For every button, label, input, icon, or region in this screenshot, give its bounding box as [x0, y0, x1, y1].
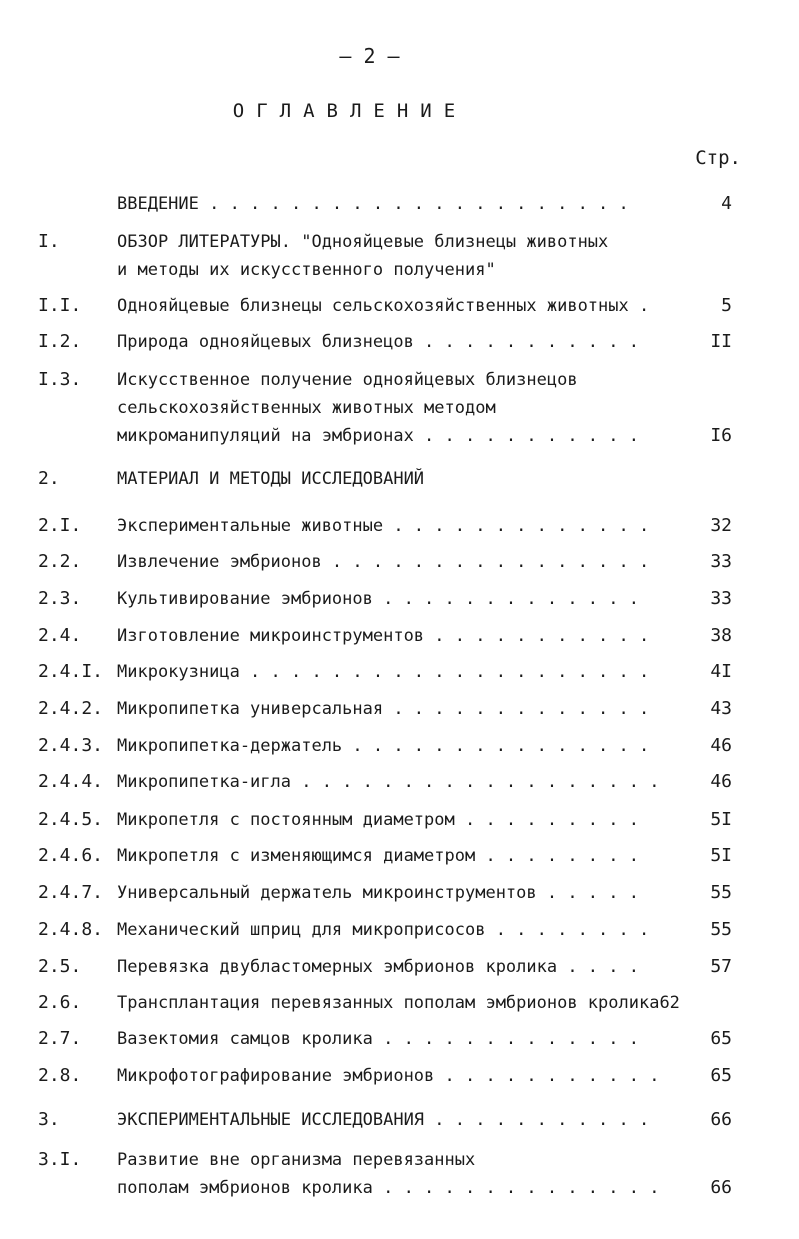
toc-entry-title — [117, 585, 687, 613]
toc-entry-number: I. — [38, 231, 60, 252]
toc-entry-line: микроманипуляций на эмбрионах . . . . . . . . . . . — [117, 426, 639, 446]
toc-entry-title — [117, 1146, 687, 1202]
toc-entry-number: 2.4.8. — [38, 919, 104, 940]
toc-entry-number: 2.4.4. — [38, 771, 104, 792]
toc-entry-line: Однояйцевые близнецы сельскохозяйственных животных . — [117, 296, 650, 316]
toc-entry-title — [117, 465, 687, 493]
toc-entry-line: Развитие вне организма перевязанных — [117, 1150, 476, 1170]
toc-entry-title — [117, 695, 687, 723]
toc-entry-page: II — [710, 331, 732, 352]
toc-entry-title — [117, 548, 687, 576]
toc-entry — [0, 879, 799, 907]
toc-entry-line: Вазектомия самцов кролика . . . . . . . . . . . . . — [117, 1029, 639, 1049]
toc-entry — [0, 1106, 799, 1134]
toc-entry — [0, 512, 799, 540]
toc-entry — [0, 1146, 799, 1202]
toc-entry-page: 43 — [710, 698, 732, 719]
toc-entry — [0, 366, 799, 450]
toc-entry-line: Перевязка двубластомерных эмбрионов кролика . . . . — [117, 957, 639, 977]
toc-entry-number: 2.2. — [38, 551, 82, 572]
toc-entry-page: 5 — [721, 295, 732, 316]
toc-entry — [0, 732, 799, 760]
toc-entry-line: ВВЕДЕНИЕ . . . . . . . . . . . . . . . . . . . . . — [117, 194, 629, 214]
toc-entry-page: 46 — [710, 735, 732, 756]
toc-entry-page: 32 — [710, 515, 732, 536]
toc-entry-number: I.I. — [38, 295, 82, 316]
toc-entry-line: пополам эмбрионов кролика . . . . . . . . . . . . . . — [117, 1178, 660, 1198]
toc-entry-line: Универсальный держатель микроинструментов . . . . . — [117, 883, 639, 903]
toc-entry-title — [117, 916, 687, 944]
toc-entry — [0, 1025, 799, 1053]
toc-entry-page: 4I — [710, 661, 732, 682]
toc-entry-line: Микрофотографирование эмбрионов . . . . . . . . . . . — [117, 1066, 660, 1086]
toc-entry-number: I.2. — [38, 331, 82, 352]
toc-entry-title — [117, 732, 687, 760]
toc-entry-title — [117, 1025, 687, 1053]
toc-entry-number: 2.3. — [38, 588, 82, 609]
toc-entry-number: 2.4.5. — [38, 809, 104, 830]
toc-entry — [0, 548, 799, 576]
page-column-label: Стр. — [695, 147, 741, 169]
toc-entry-line: Микропипетка-игла . . . . . . . . . . . . . . . . . . — [117, 772, 660, 792]
toc-entry-title — [117, 658, 687, 686]
toc-entry-page: 33 — [710, 551, 732, 572]
toc-entry-number: 2.I. — [38, 515, 82, 536]
toc-entry-title — [117, 292, 687, 320]
toc-entry-page: 66 — [710, 1177, 732, 1198]
toc-entry-number: 2.4.7. — [38, 882, 104, 903]
toc-entry-line: ЭКСПЕРИМЕНТАЛЬНЫЕ ИССЛЕДОВАНИЯ . . . . . . . . . . . — [117, 1110, 650, 1130]
toc-entry-line: МАТЕРИАЛ И МЕТОДЫ ИССЛЕДОВАНИЙ — [117, 469, 425, 489]
toc-entry — [0, 585, 799, 613]
toc-entry-title — [117, 190, 687, 218]
toc-entry-title — [117, 842, 687, 870]
toc-entry — [0, 328, 799, 356]
toc-entry — [0, 658, 799, 686]
toc-entry-page: 57 — [710, 956, 732, 977]
toc-entry-number: 2.6. — [38, 992, 82, 1013]
toc-entry — [0, 989, 799, 1017]
toc-entry — [0, 842, 799, 870]
toc-entry-line: сельскохозяйственных животных методом — [117, 398, 496, 418]
toc-entry-page: I6 — [710, 425, 732, 446]
toc-entry — [0, 622, 799, 650]
toc-entry-number: 3.I. — [38, 1149, 82, 1170]
toc-entry-line: Микропипетка универсальная . . . . . . . . . . . . . — [117, 699, 650, 719]
toc-entry-title — [117, 806, 687, 834]
toc-entry-number: I.3. — [38, 369, 82, 390]
toc-entry-page: 65 — [710, 1028, 732, 1049]
toc-entry-line: Механический шприц для микроприсосов . . . . . . . . — [117, 920, 650, 940]
toc-entry-line: Трансплантация перевязанных пополам эмбрионов кролика62 — [117, 993, 680, 1013]
toc-entry-page: 33 — [710, 588, 732, 609]
toc-entry-line: Изготовление микроинструментов . . . . . . . . . . . — [117, 626, 650, 646]
toc-entry-page: 55 — [710, 919, 732, 940]
toc-entry — [0, 465, 799, 493]
toc-entry-page: 55 — [710, 882, 732, 903]
toc-entry-title — [117, 228, 687, 284]
toc-entry-line: Экспериментальные животные . . . . . . . . . . . . . — [117, 516, 650, 536]
toc-entry — [0, 1062, 799, 1090]
toc-entry-title — [117, 328, 687, 356]
toc-entry-line: Искусственное получение однояйцевых близнецов — [117, 370, 578, 390]
toc-entry-title — [117, 768, 687, 796]
toc-entry-title — [117, 1106, 687, 1134]
toc-entry-title — [117, 1062, 687, 1090]
toc-entry-line: Микрокузница . . . . . . . . . . . . . . . . . . . . — [117, 662, 650, 682]
toc-entry-page: 5I — [710, 845, 732, 866]
toc-entry-line: Микропетля с изменяющимся диаметром . . . . . . . . — [117, 846, 639, 866]
toc-entry-number: 2.4.6. — [38, 845, 104, 866]
toc-entry-title — [117, 879, 687, 907]
toc-entry-number: 2.7. — [38, 1028, 82, 1049]
toc-title: ОГЛАВЛЕНИЕ — [232, 100, 468, 122]
toc-entry-line: Микропетля с постоянным диаметром . . . . . . . . . — [117, 810, 639, 830]
toc-entry-title — [117, 989, 687, 1017]
toc-entry-line: Микропипетка-держатель . . . . . . . . . . . . . . . — [117, 736, 650, 756]
toc-entry-line: и методы их искусственного получения" — [117, 260, 496, 280]
toc-entry-page: 65 — [710, 1065, 732, 1086]
toc-entry — [0, 806, 799, 834]
toc-entry-title — [117, 366, 687, 450]
toc-entry — [0, 953, 799, 981]
toc-entry — [0, 695, 799, 723]
toc-entry — [0, 292, 799, 320]
toc-entry-number: 2.8. — [38, 1065, 82, 1086]
toc-entry-title — [117, 953, 687, 981]
toc-entry — [0, 916, 799, 944]
toc-entry-title — [117, 622, 687, 650]
toc-entry-number: 2.4.2. — [38, 698, 104, 719]
toc-entry-line: Природа однояйцевых близнецов . . . . . . . . . . . — [117, 332, 639, 352]
toc-entry-page: 46 — [710, 771, 732, 792]
toc-entry-number: 2.5. — [38, 956, 82, 977]
toc-entry-line: ОБЗОР ЛИТЕРАТУРЫ. "Однояйцевые близнецы животных — [117, 232, 609, 252]
toc-entry-number: 2.4. — [38, 625, 82, 646]
toc-entry-page: 5I — [710, 809, 732, 830]
toc-entry-number: 2.4.3. — [38, 735, 104, 756]
page-number: – 2 – — [339, 44, 400, 68]
toc-entry — [0, 228, 799, 284]
toc-entry-number: 2. — [38, 468, 60, 489]
toc-entry — [0, 768, 799, 796]
toc-entry-line: Извлечение эмбрионов . . . . . . . . . . . . . . . . — [117, 552, 650, 572]
toc-entry-page: 66 — [710, 1109, 732, 1130]
toc-entry-number: 3. — [38, 1109, 60, 1130]
toc-entry-title — [117, 512, 687, 540]
toc-entry-number: 2.4.I. — [38, 661, 104, 682]
toc-entry-page: 4 — [721, 193, 732, 214]
toc-entry-page: 38 — [710, 625, 732, 646]
toc-entry-line: Культивирование эмбрионов . . . . . . . . . . . . . — [117, 589, 639, 609]
toc-entry — [0, 190, 799, 218]
